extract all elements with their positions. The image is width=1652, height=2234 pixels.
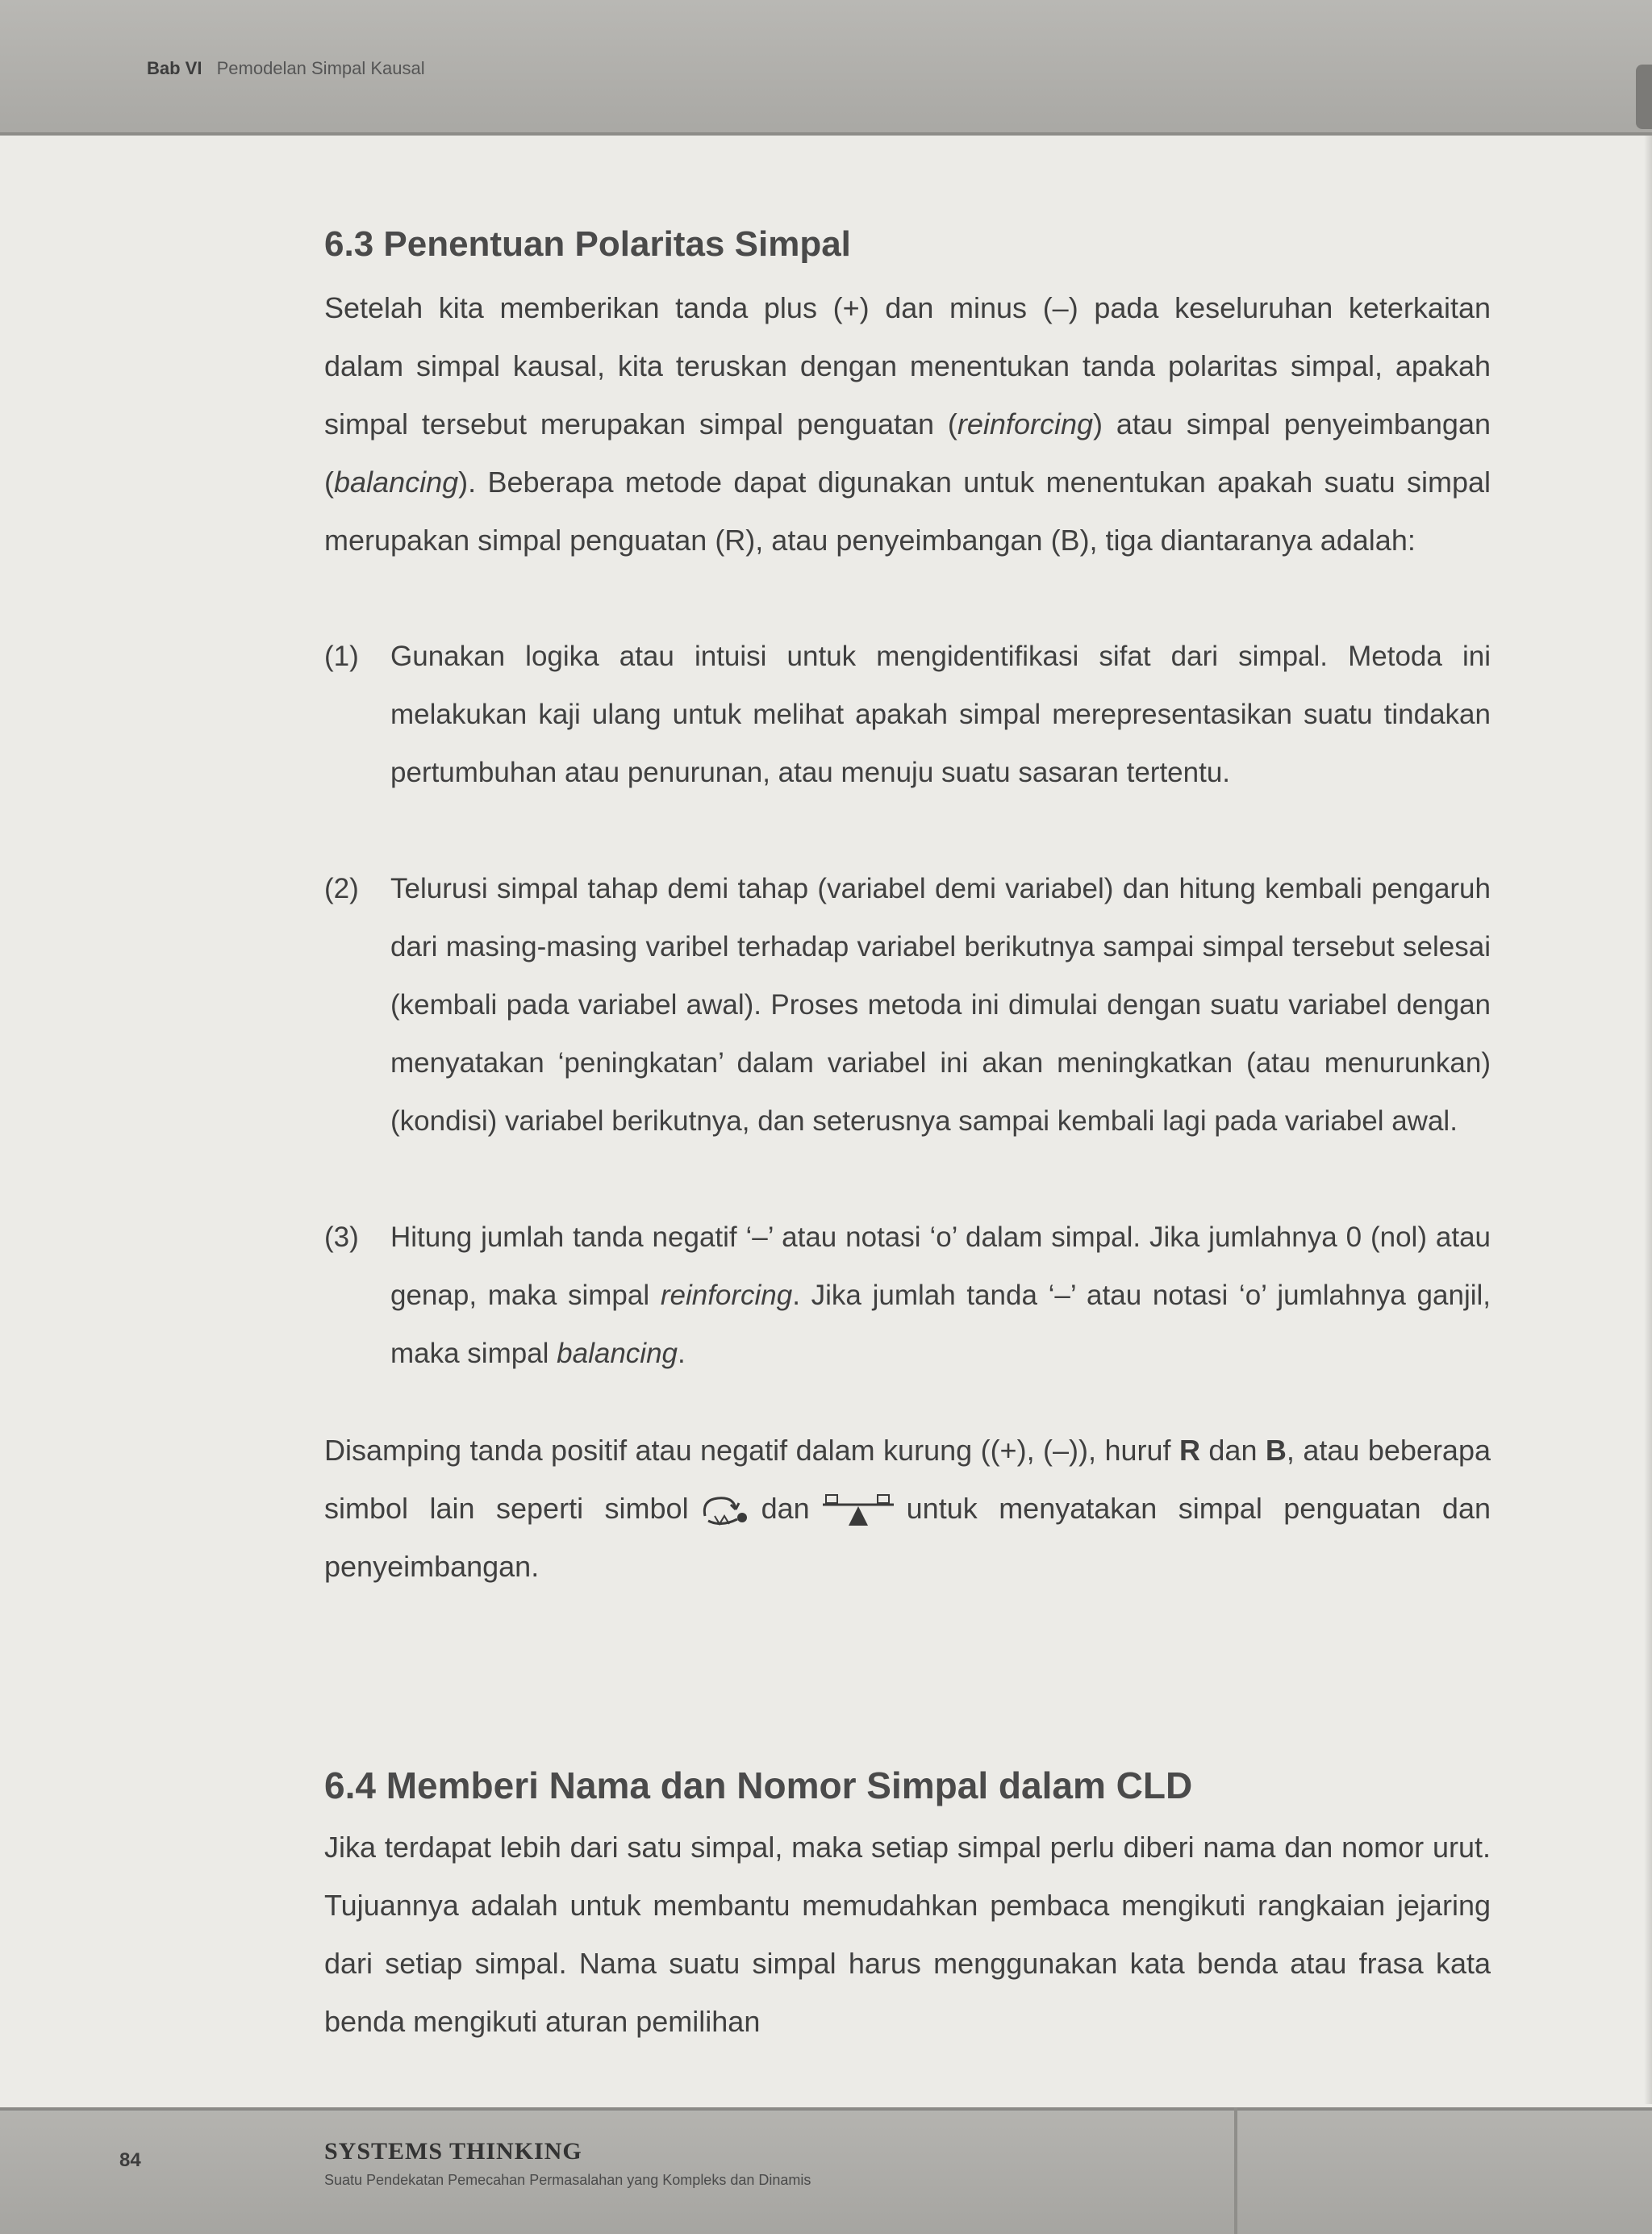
italic-term-balancing: balancing xyxy=(334,466,459,499)
text-run: untuk menyatakan simpal penguatan dan penyeimbangan. xyxy=(324,1492,1491,1583)
list-text xyxy=(390,1209,1491,1383)
text-run: dan xyxy=(1199,1434,1266,1467)
text-run: Hitung jumlah tanda negatif ‘–’ atau notasi ‘o’ dalam simpal. Jika jumlahnya 0 (nol) atau genap, maka simpal xyxy=(390,1221,1491,1311)
balance-seesaw-icon xyxy=(818,1492,899,1529)
list-number: (1) xyxy=(324,641,359,672)
footer-divider xyxy=(1234,2107,1237,2234)
text-run: , atau beberapa simbol lain seperti simbol xyxy=(324,1434,1491,1525)
text-run: dan xyxy=(761,1492,810,1525)
reinforcing-loop-icon xyxy=(697,1492,753,1529)
list-text: Telurusi simpal tahap demi tahap (variabel demi variabel) dan hitung kembali pengaruh dari masing-masing varibel terhadap variabel berikutnya sampai simpal tersebut selesai (kembali pada variabel awal). Proses metoda ini dimulai dengan suatu variabel dengan menyatakan ‘peningkatan’ dalam variabel ini akan meningkatkan (atau menurunkan) (kondisi) variabel berikutnya, dan seterusnya sampai kembali lagi pada variabel awal. xyxy=(390,873,1491,1137)
letter-b: B xyxy=(1265,1434,1287,1467)
text-run: Setelah kita memberikan tanda plus (+) dan minus (–) pada keseluruhan keterkaitan dalam simpal kausal, kita teruskan dengan menentukan tanda polaritas simpal, apakah simpal tersebut merupakan simpal penguatan ( xyxy=(324,291,1491,441)
list-text: Gunakan logika atau intuisi untuk mengidentifikasi sifat dari simpal. Metoda ini melakukan kaji ulang untuk melihat apakah simpal merepresentasikan suatu tindakan pertumbuhan atau penurunan, atau menuju suatu sasaran tertentu. xyxy=(390,641,1491,788)
italic-term-balancing: balancing xyxy=(557,1338,678,1369)
running-head xyxy=(147,58,425,79)
text-run: . xyxy=(678,1338,686,1369)
italic-term-reinforcing: reinforcing xyxy=(660,1280,793,1311)
page-gutter-shadow xyxy=(1644,136,1652,2104)
list-number: (2) xyxy=(324,873,359,904)
running-header-band xyxy=(0,0,1652,136)
header-rule xyxy=(0,132,1652,136)
section-6-3-intro-paragraph xyxy=(324,279,1491,570)
list-number: (3) xyxy=(324,1221,359,1253)
text-run: ) atau simpal penyeimbangan ( xyxy=(324,407,1491,499)
text-run: . Jika jumlah tanda ‘–’ atau notasi ‘o’ jumlahnya ganjil, maka simpal xyxy=(390,1280,1491,1369)
symbols-paragraph xyxy=(324,1422,1491,1596)
footer-rule xyxy=(0,2107,1652,2111)
book-subtitle: Suatu Pendekatan Pemecahan Permasalahan yang Kompleks dan Dinamis xyxy=(324,2172,811,2188)
section-6-4-paragraph: Jika terdapat lebih dari satu simpal, maka setiap simpal perlu diberi nama dan nomor urut. Tujuannya adalah untuk membantu memudahkan pembaca mengikuti rangkaian jejaring dari setiap simpal. Nama suatu simpal harus menggunakan kata benda atau frasa kata benda mengikuti aturan pemilihan xyxy=(324,1831,1491,2038)
page-edge-tab xyxy=(1636,65,1652,129)
section-heading-6-4: 6.4 Memberi Nama dan Nomor Simpal dalam CLD xyxy=(324,1764,1193,1806)
chapter-title: Pemodelan Simpal Kausal xyxy=(216,58,425,78)
book-title: SYSTEMS THINKING xyxy=(324,2138,582,2165)
footer-band xyxy=(0,2107,1652,2234)
italic-term-reinforcing: reinforcing xyxy=(957,407,1093,441)
letter-r: R xyxy=(1179,1434,1200,1467)
text-run: Disamping tanda positif atau negatif dalam kurung ((+), (–)), huruf xyxy=(324,1434,1179,1467)
page-number: 84 xyxy=(119,2149,141,2171)
section-heading-6-3: 6.3 Penentuan Polaritas Simpal xyxy=(324,224,851,264)
text-run: ). Beberapa metode dapat digunakan untuk menentukan apakah suatu simpal merupakan simpal penguatan (R), atau penyeimbangan (B), tiga diantaranya adalah: xyxy=(324,466,1491,557)
chapter-label: Bab VI xyxy=(147,58,202,78)
